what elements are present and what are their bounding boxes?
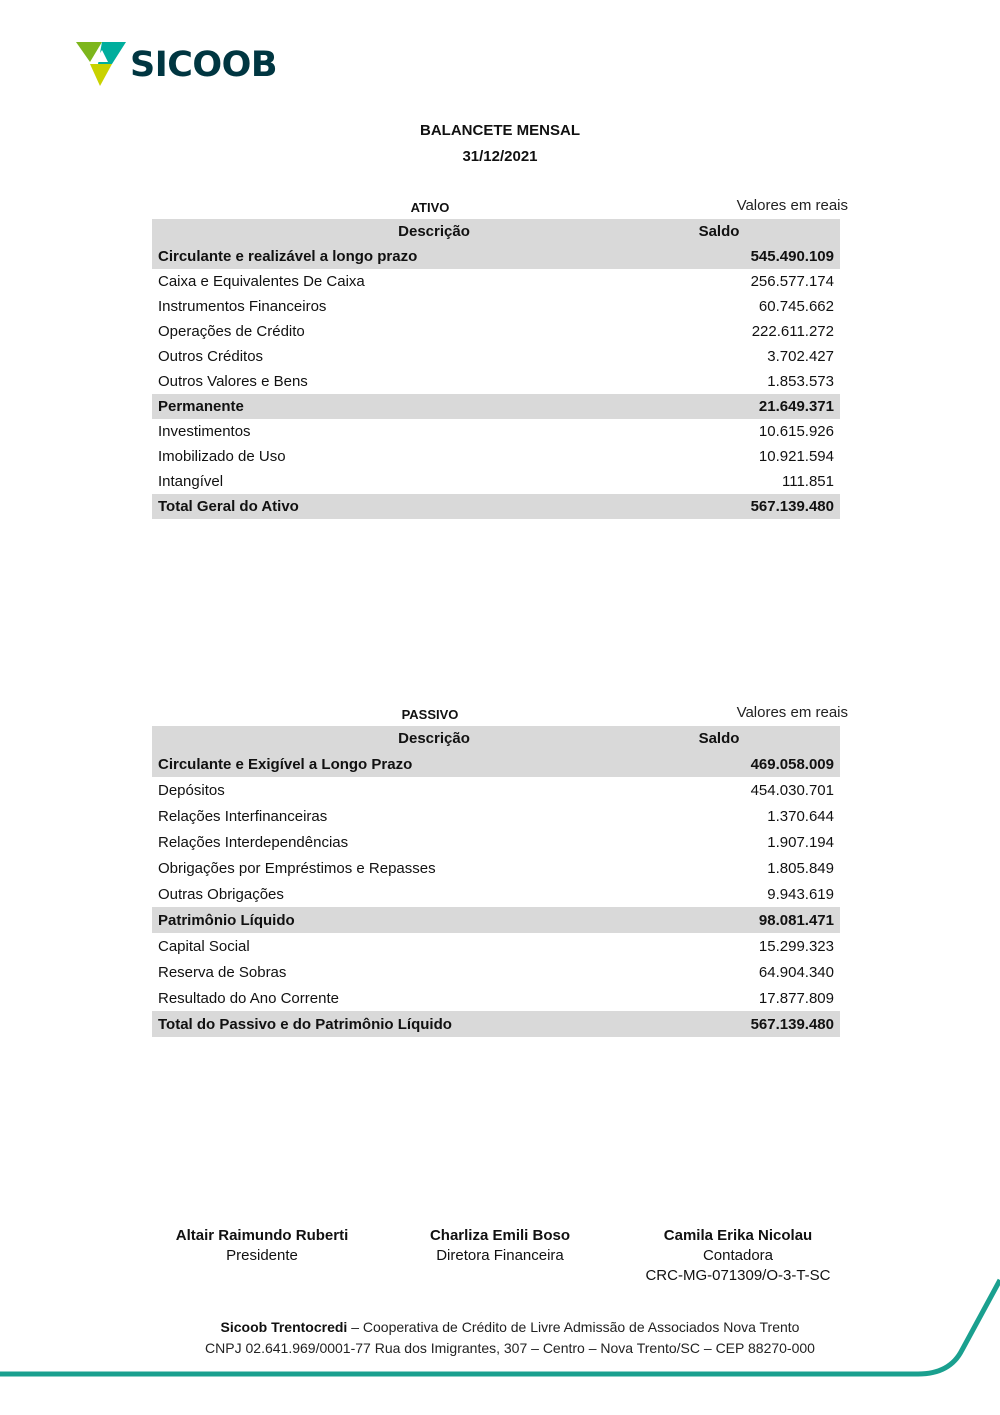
ativo-rows [152, 244, 840, 519]
row-description: Circulante e Exigível a Longo Prazo [152, 751, 632, 777]
row-description: Outros Valores e Bens [158, 373, 308, 390]
passivo-table [152, 726, 840, 1037]
row-description: Reserva de Sobras [158, 963, 287, 981]
table-header-row [152, 726, 840, 751]
document-header [0, 118, 1000, 170]
passivo-section [152, 700, 848, 1037]
footer-org-name: Sicoob Trentocredi [220, 1319, 348, 1335]
row-description: Operações de Crédito [158, 323, 305, 340]
table-row [152, 369, 840, 394]
row-balance: 256.577.174 [750, 273, 834, 290]
table-row [152, 419, 840, 444]
row-balance: 567.139.480 [632, 1011, 840, 1037]
row-description: Depósitos [158, 781, 225, 799]
row-description: Intangível [158, 473, 224, 490]
row-description: Total do Passivo e do Patrimônio Líquido [152, 1011, 632, 1037]
signature-financial-director [400, 1226, 600, 1266]
signature-president [162, 1226, 362, 1266]
signer-role: Presidente [226, 1247, 298, 1264]
row-balance: 10.921.594 [758, 448, 834, 465]
table-row [152, 803, 840, 829]
row-description: Imobilizado de Uso [158, 448, 286, 465]
row-description: Total Geral do Ativo [152, 494, 632, 519]
ativo-section [152, 193, 848, 519]
table-group-row [152, 394, 840, 419]
row-balance: 469.058.009 [632, 751, 840, 777]
signer-name: Altair Raimundo Ruberti [175, 1227, 349, 1244]
table-row [152, 881, 840, 907]
table-group-row [152, 244, 840, 269]
row-balance: 17.877.809 [758, 989, 834, 1007]
footer-org-desc: – Cooperativa de Crédito de Livre Admissão de Associados Nova Trento [347, 1319, 800, 1335]
table-row [152, 985, 840, 1011]
table-row [152, 294, 840, 319]
passivo-units: Valores em reais [736, 704, 848, 721]
row-description: Obrigações por Empréstimos e Repasses [158, 859, 436, 877]
row-balance: 10.615.926 [758, 423, 834, 440]
table-group-row [152, 494, 840, 519]
table-row [152, 319, 840, 344]
table-row [152, 469, 840, 494]
table-row [152, 269, 840, 294]
logo-text: SICOOB [130, 45, 278, 85]
row-balance: 1.805.849 [767, 859, 834, 877]
table-header-row [152, 219, 840, 244]
row-balance: 64.904.340 [758, 963, 834, 981]
row-description: Outros Créditos [158, 348, 264, 365]
row-balance: 3.702.427 [767, 348, 834, 365]
row-balance: 111.851 [782, 473, 834, 490]
row-balance: 1.370.644 [767, 807, 834, 825]
table-row [152, 933, 840, 959]
sicoob-triangle-icon [76, 42, 126, 88]
col-description-header: Descrição [152, 219, 632, 244]
passivo-rows [152, 751, 840, 1037]
row-description: Circulante e realizável a longo prazo [152, 244, 632, 269]
signer-role: Diretora Financeira [436, 1247, 564, 1264]
signer-name: Camila Erika Nicolau [663, 1227, 813, 1244]
ativo-label: ATIVO [410, 200, 450, 215]
row-description: Resultado do Ano Corrente [158, 989, 339, 1007]
row-description: Capital Social [158, 937, 250, 955]
row-balance: 1.907.194 [767, 833, 834, 851]
row-description: Instrumentos Financeiros [158, 298, 327, 315]
document-title: BALANCETE MENSAL [420, 122, 580, 139]
passivo-label: PASSIVO [401, 707, 459, 722]
table-row [152, 829, 840, 855]
row-balance: 98.081.471 [632, 907, 840, 933]
row-balance: 567.139.480 [632, 494, 840, 519]
signer-registration: CRC-MG-071309/O-3-T-SC [645, 1267, 831, 1284]
signer-name: Charliza Emili Boso [429, 1227, 571, 1244]
footer-address: CNPJ 02.641.969/0001-77 Rua dos Imigrantes, 307 – Centro – Nova Trento/SC – CEP 88270-000 [205, 1340, 815, 1356]
col-balance-header: Saldo [632, 726, 840, 751]
signer-role: Contadora [702, 1247, 774, 1264]
row-balance: 15.299.323 [758, 937, 834, 955]
row-description: Relações Interdependências [158, 833, 349, 851]
table-group-row [152, 907, 840, 933]
ativo-units: Valores em reais [736, 197, 848, 214]
table-row [152, 855, 840, 881]
row-balance: 60.745.662 [758, 298, 834, 315]
row-description: Relações Interfinanceiras [158, 807, 328, 825]
row-balance: 1.853.573 [767, 373, 834, 390]
table-group-row [152, 751, 840, 777]
row-balance: 454.030.701 [750, 781, 834, 799]
row-description: Outras Obrigações [158, 885, 284, 903]
col-balance-header: Saldo [632, 219, 840, 244]
row-balance: 222.611.272 [751, 323, 834, 340]
col-description-header: Descrição [152, 726, 632, 751]
table-group-row [152, 1011, 840, 1037]
table-row [152, 777, 840, 803]
ativo-table [152, 219, 840, 519]
table-row [152, 344, 840, 369]
row-description: Patrimônio Líquido [152, 907, 632, 933]
footer-wave-line [0, 1270, 1000, 1380]
row-balance: 21.649.371 [632, 394, 840, 419]
row-balance: 9.943.619 [767, 885, 834, 903]
row-description: Permanente [152, 394, 632, 419]
row-balance: 545.490.109 [632, 244, 840, 269]
sicoob-logo [76, 42, 277, 88]
row-description: Investimentos [158, 423, 251, 440]
document-date: 31/12/2021 [462, 148, 538, 165]
table-row [152, 444, 840, 469]
row-description: Caixa e Equivalentes De Caixa [158, 273, 365, 290]
table-row [152, 959, 840, 985]
